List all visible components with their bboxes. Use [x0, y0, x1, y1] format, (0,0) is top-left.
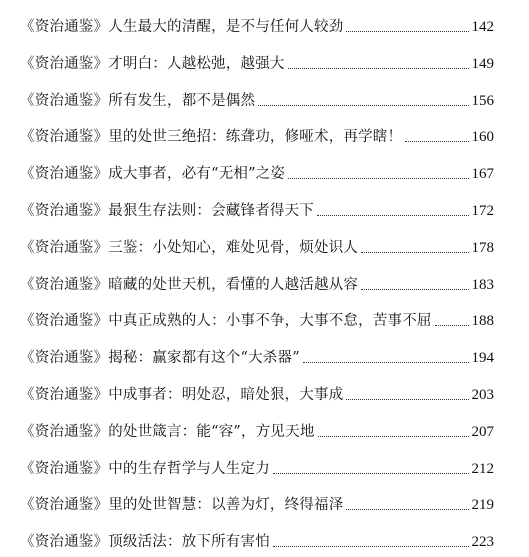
- dot-leader: [288, 177, 468, 179]
- toc-entry-page-number: 207: [471, 423, 494, 440]
- toc-entry-title: 《资治通鉴》人生最大的清醒，是不与任何人较劲: [20, 19, 344, 35]
- toc-entry[interactable]: [20, 43, 494, 73]
- dot-leader: [317, 214, 469, 216]
- toc-entry-page-number: 183: [471, 276, 494, 293]
- dot-leader: [361, 251, 468, 253]
- toc-entry[interactable]: [20, 484, 494, 514]
- toc-entry-title: 《资治通鉴》顶级活法：放下所有害怕: [20, 534, 270, 551]
- toc-entry-page-number: 172: [471, 203, 494, 219]
- toc-entry-page-number: 194: [471, 350, 494, 367]
- toc-entry[interactable]: [20, 521, 494, 551]
- dot-leader: [288, 67, 469, 69]
- toc-entry-title: 《资治通鉴》三鉴：小处知心，难处见骨，烦处识人: [20, 239, 359, 256]
- toc-entry[interactable]: [20, 80, 494, 110]
- toc-entry-title: 《资治通鉴》所有发生，都不是偶然: [20, 92, 256, 109]
- dot-leader: [346, 30, 468, 32]
- dot-leader: [258, 104, 468, 106]
- toc-entry-page-number: 212: [471, 460, 494, 477]
- toc-entry[interactable]: [20, 227, 494, 257]
- toc-entry-title: 《资治通鉴》最狠生存法则：会藏锋者得天下: [20, 203, 314, 219]
- toc-entry[interactable]: [20, 6, 494, 36]
- toc-entry[interactable]: [20, 337, 494, 367]
- toc-entry[interactable]: [20, 374, 494, 404]
- toc-entry-title: 《资治通鉴》中的生存哲学与人生定力: [20, 460, 270, 477]
- toc-entry-page-number: 178: [471, 239, 494, 256]
- toc-entry-title: 《资治通鉴》成大事者，必有“无相”之姿: [20, 166, 286, 183]
- dot-leader: [405, 140, 468, 142]
- dot-leader: [346, 508, 468, 510]
- toc-entry-title: 《资治通鉴》里的处世智慧：以善为灯，终得福泽: [20, 497, 344, 514]
- toc-entry-page-number: 203: [471, 387, 494, 403]
- toc-entry-page-number: 160: [471, 129, 494, 146]
- toc-entry-title: 《资治通鉴》中真正成熟的人：小事不争，大事不怠，苦事不屈: [20, 313, 432, 330]
- toc-entry[interactable]: [20, 264, 494, 294]
- toc-entry[interactable]: [20, 411, 494, 441]
- toc-entry-page-number: 167: [471, 166, 494, 183]
- toc-entry-page-number: 188: [471, 313, 494, 330]
- dot-leader: [273, 472, 469, 474]
- toc-entry[interactable]: [20, 448, 494, 478]
- toc-entry-title: 《资治通鉴》里的处世三绝招：练聋功，修哑术，再学瞎！: [20, 129, 403, 146]
- toc-entry[interactable]: [20, 116, 494, 146]
- toc-entry-page-number: 219: [471, 497, 494, 514]
- toc-entry-title: 《资治通鉴》暗藏的处世天机，看懂的人越活越从容: [20, 276, 359, 293]
- toc-entry-page-number: 156: [471, 92, 494, 109]
- toc-entry[interactable]: [20, 190, 494, 220]
- toc-entry-title: 《资治通鉴》揭秘：赢家都有这个“大杀器”: [20, 350, 300, 367]
- toc-entry[interactable]: [20, 300, 494, 330]
- toc-entry-title: 《资治通鉴》才明白：人越松弛，越强大: [20, 55, 285, 72]
- toc-entry-page-number: 142: [471, 19, 494, 35]
- dot-leader: [346, 398, 468, 400]
- dot-leader: [303, 361, 469, 363]
- toc-entry-title: 《资治通鉴》中成事者：明处忍，暗处狠，大事成: [20, 387, 344, 403]
- dot-leader: [435, 324, 469, 326]
- dot-leader: [273, 545, 469, 547]
- toc-entry[interactable]: [20, 153, 494, 183]
- dot-leader: [318, 435, 469, 437]
- dot-leader: [361, 288, 468, 290]
- toc-entry-page-number: 223: [471, 534, 494, 551]
- toc-entry-page-number: 149: [471, 55, 494, 72]
- toc-entry-title: 《资治通鉴》的处世箴言：能“容”，方见天地: [20, 423, 315, 440]
